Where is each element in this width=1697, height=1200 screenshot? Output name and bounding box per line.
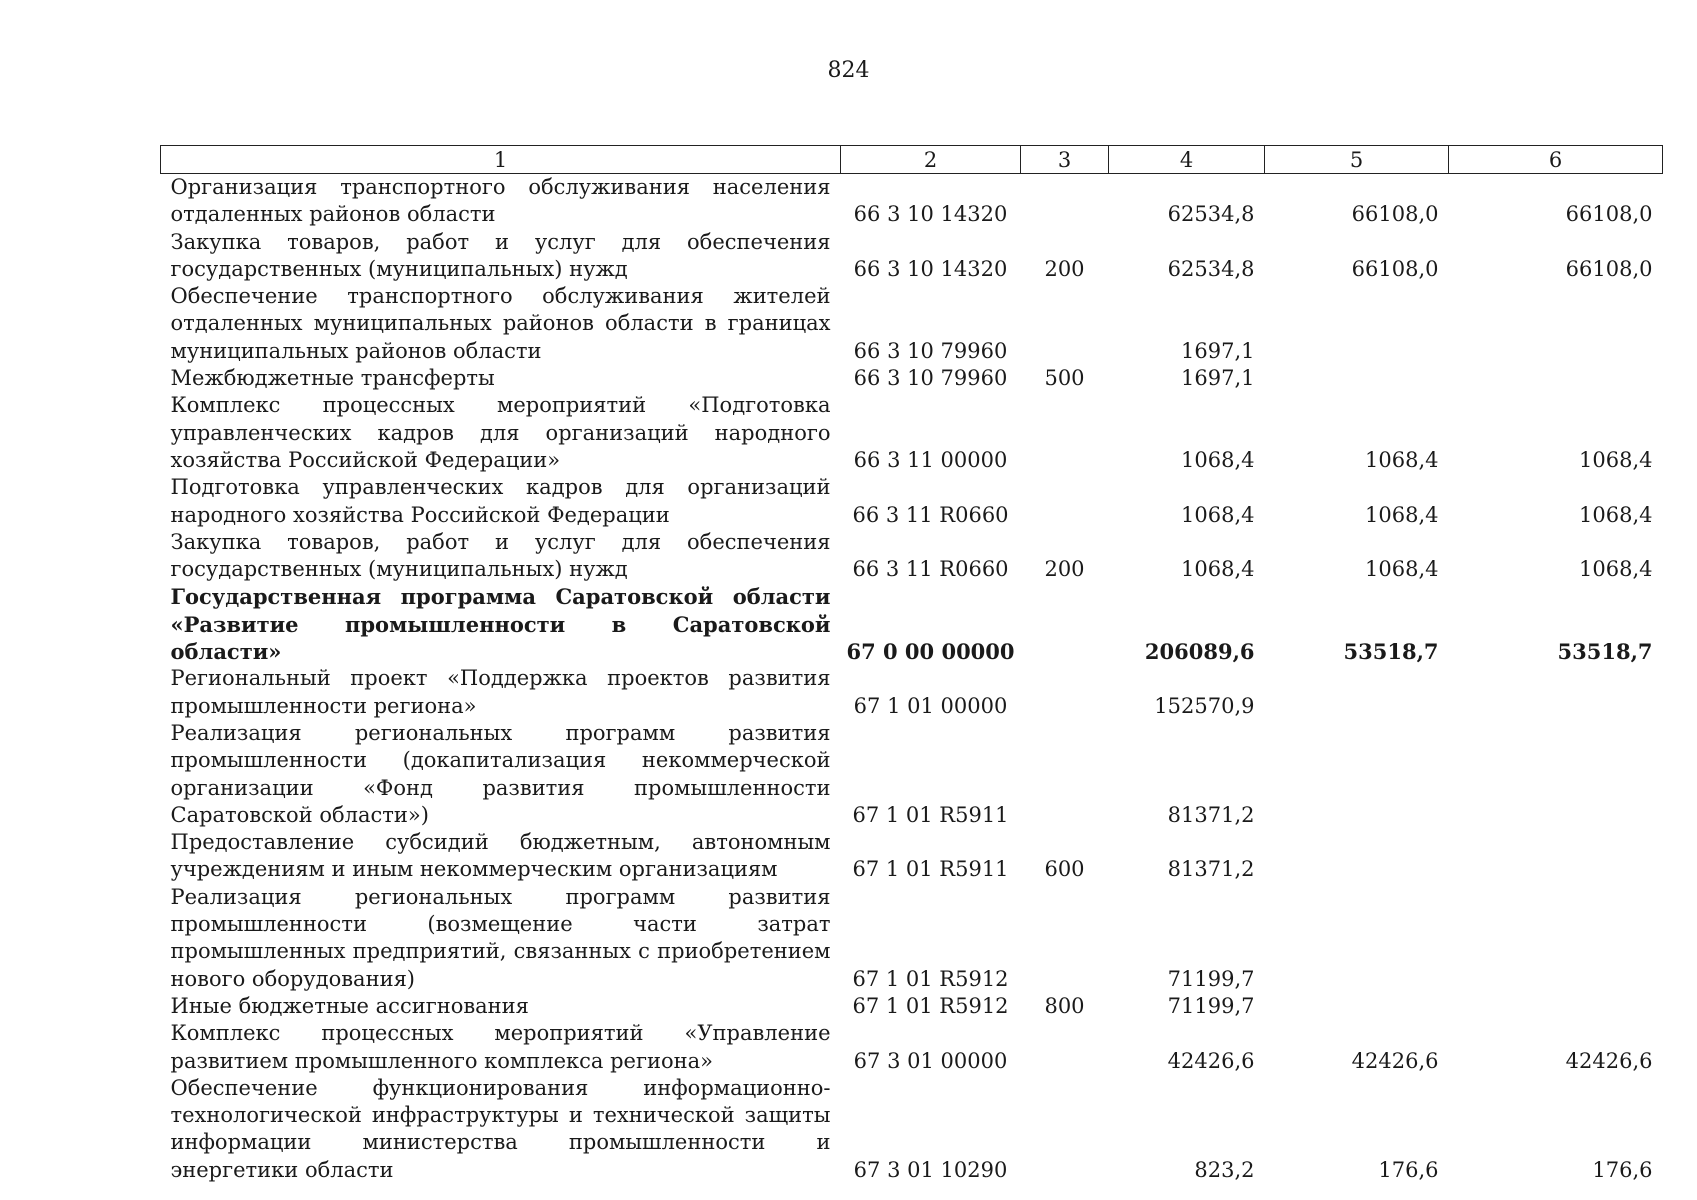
row-name-cell: Закупка товаров, работ и услуг для обеспечения государственных (муниципальных) нужд: [170, 229, 831, 281]
row-expense-type-cell: [1021, 884, 1109, 993]
row-value-col4-cell: 81371,2: [1167, 802, 1255, 827]
row-name-cell: Региональный проект «Поддержка проектов развития промышленности региона»: [170, 666, 831, 718]
table-row: [161, 829, 1663, 884]
row-code-cell: 66 3 10 79960: [853, 366, 1008, 391]
row-code-cell: 67 1 01 R5912: [852, 966, 1009, 991]
column-header-5: 5: [1265, 146, 1449, 174]
row-name-cell: Межбюджетные трансферты: [170, 366, 495, 391]
row-expense-type-cell: [1021, 583, 1109, 665]
row-value-col4-cell: 1068,4: [1181, 447, 1255, 472]
row-value-col5-cell: [1265, 365, 1449, 392]
row-name-cell: Иные бюджетные ассигнования: [170, 993, 529, 1018]
row-name-cell: Обеспечение функционирования информационно-технологической инфраструктуры и технической защиты информации министерства промышленности и энергетики области: [170, 1075, 831, 1182]
row-value-col4-cell: 152570,9: [1154, 693, 1255, 718]
row-value-col5-cell: 1068,4: [1365, 557, 1439, 582]
table-row: [161, 474, 1663, 529]
row-code-cell: 66 3 11 00000: [853, 447, 1008, 472]
column-header-3: 3: [1021, 146, 1109, 174]
row-value-col5-cell: 66108,0: [1351, 202, 1439, 227]
row-name-cell: Реализация региональных программ развития промышленности (докапитализация некоммерческой организации «Фонд развития промышленности Саратовской области»): [170, 720, 831, 827]
row-value-col5-cell: [1265, 283, 1449, 365]
table-row: [161, 392, 1663, 474]
row-expense-type-cell: 200: [1044, 256, 1085, 281]
row-code-cell: 67 1 01 R5912: [852, 993, 1009, 1018]
row-code-cell: 67 1 01 R5911: [852, 857, 1009, 882]
table-row: [161, 529, 1663, 584]
row-expense-type-cell: 500: [1044, 366, 1085, 391]
row-expense-type-cell: [1021, 174, 1109, 229]
row-value-col4-cell: 1697,1: [1181, 366, 1255, 391]
row-value-col5-cell: [1265, 829, 1449, 884]
table-row: [161, 884, 1663, 993]
row-name-cell: Организация транспортного обслуживания населения отдаленных районов области: [170, 175, 831, 227]
row-name-cell: Закупка товаров, работ и услуг для обеспечения государственных (муниципальных) нужд: [170, 529, 831, 582]
row-value-col5-cell: [1265, 720, 1449, 829]
row-expense-type-cell: [1021, 720, 1109, 829]
row-value-col4-cell: 71199,7: [1167, 966, 1255, 991]
row-value-col6-cell: 42426,6: [1565, 1048, 1653, 1073]
row-value-col6-cell: 53518,7: [1557, 639, 1653, 665]
row-value-col4-cell: 42426,6: [1167, 1048, 1255, 1073]
column-header-2: 2: [841, 146, 1021, 174]
row-value-col6-cell: [1449, 665, 1663, 720]
row-value-col4-cell: 1068,4: [1181, 557, 1255, 582]
table-row: [161, 1075, 1663, 1184]
table-row: [161, 174, 1663, 229]
row-value-col4-cell: 81371,2: [1167, 857, 1255, 882]
row-value-col6-cell: 1068,4: [1579, 502, 1653, 527]
row-value-col4-cell: 206089,6: [1144, 639, 1255, 665]
table-row: [161, 583, 1663, 665]
row-code-cell: 66 3 10 14320: [853, 256, 1008, 281]
row-expense-type-cell: 800: [1044, 993, 1085, 1018]
row-name-cell: Реализация региональных программ развития промышленности (возмещение части затрат промышленных предприятий, связанных с приобретением нового оборудования): [170, 884, 831, 991]
row-value-col6-cell: [1449, 829, 1663, 884]
row-code-cell: 67 1 01 00000: [853, 693, 1008, 718]
page-number: 824: [827, 58, 870, 83]
row-value-col6-cell: 66108,0: [1565, 202, 1653, 227]
row-code-cell: 66 3 11 R0660: [852, 557, 1009, 582]
row-code-cell: 66 3 11 R0660: [852, 502, 1009, 527]
table-row: [161, 283, 1663, 365]
row-name-cell: Подготовка управленческих кадров для организаций народного хозяйства Российской Федерации: [170, 475, 831, 527]
row-expense-type-cell: [1021, 283, 1109, 365]
row-expense-type-cell: 600: [1044, 857, 1085, 882]
row-expense-type-cell: [1021, 1075, 1109, 1184]
column-header-4: 4: [1109, 146, 1265, 174]
row-value-col6-cell: 176,6: [1592, 1157, 1653, 1182]
row-value-col5-cell: 1068,4: [1365, 502, 1439, 527]
row-value-col6-cell: [1449, 365, 1663, 392]
row-code-cell: 67 3 01 00000: [853, 1048, 1008, 1073]
row-value-col4-cell: 71199,7: [1167, 993, 1255, 1018]
row-value-col5-cell: [1265, 665, 1449, 720]
row-value-col4-cell: 62534,8: [1167, 202, 1255, 227]
table-row: [161, 229, 1663, 284]
row-value-col5-cell: 42426,6: [1351, 1048, 1439, 1073]
table-body: [161, 174, 1663, 1184]
row-name-cell: Комплекс процессных мероприятий «Подготовка управленческих кадров для организаций народного хозяйства Российской Федерации»: [170, 393, 831, 472]
row-value-col5-cell: 53518,7: [1343, 639, 1439, 665]
column-header-1: 1: [161, 146, 841, 174]
row-name-cell: Комплекс процессных мероприятий «Управление развитием промышленного комплекса региона»: [170, 1021, 831, 1073]
row-value-col5-cell: 66108,0: [1351, 256, 1439, 281]
row-value-col6-cell: 66108,0: [1565, 256, 1653, 281]
row-code-cell: 67 0 00 00000: [846, 639, 1015, 665]
row-value-col6-cell: [1449, 884, 1663, 993]
row-expense-type-cell: [1021, 1020, 1109, 1075]
row-value-col5-cell: 176,6: [1378, 1157, 1439, 1182]
row-value-col6-cell: 1068,4: [1579, 447, 1653, 472]
row-code-cell: 66 3 10 14320: [853, 202, 1008, 227]
row-value-col4-cell: 823,2: [1194, 1157, 1255, 1182]
row-value-col5-cell: 1068,4: [1365, 447, 1439, 472]
row-value-col4-cell: 1068,4: [1181, 502, 1255, 527]
row-value-col4-cell: 1697,1: [1181, 338, 1255, 363]
row-value-col6-cell: 1068,4: [1579, 557, 1653, 582]
table-header-row: [161, 146, 1663, 174]
row-code-cell: 67 1 01 R5911: [852, 802, 1009, 827]
row-expense-type-cell: 200: [1044, 557, 1085, 582]
row-name-cell: Обеспечение транспортного обслуживания жителей отдаленных муниципальных районов области в границах муниципальных районов области: [170, 284, 831, 363]
row-name-cell: Государственная программа Саратовской области «Развитие промышленности в Саратовской области»: [170, 584, 831, 665]
table-row: [161, 665, 1663, 720]
row-value-col5-cell: [1265, 884, 1449, 993]
row-value-col6-cell: [1449, 993, 1663, 1020]
row-value-col5-cell: [1265, 993, 1449, 1020]
table-row: [161, 993, 1663, 1020]
row-code-cell: 67 3 01 10290: [853, 1157, 1008, 1182]
row-expense-type-cell: [1021, 665, 1109, 720]
row-code-cell: 66 3 10 79960: [853, 338, 1008, 363]
column-header-6: 6: [1449, 146, 1663, 174]
table-row: [161, 365, 1663, 392]
budget-table: [160, 145, 1663, 1184]
row-value-col6-cell: [1449, 720, 1663, 829]
row-value-col6-cell: [1449, 283, 1663, 365]
row-value-col4-cell: 62534,8: [1167, 256, 1255, 281]
row-name-cell: Предоставление субсидий бюджетным, автономным учреждениям и иным некоммерческим организациям: [170, 830, 831, 882]
table-row: [161, 1020, 1663, 1075]
table-row: [161, 720, 1663, 829]
row-expense-type-cell: [1021, 392, 1109, 474]
row-expense-type-cell: [1021, 474, 1109, 529]
